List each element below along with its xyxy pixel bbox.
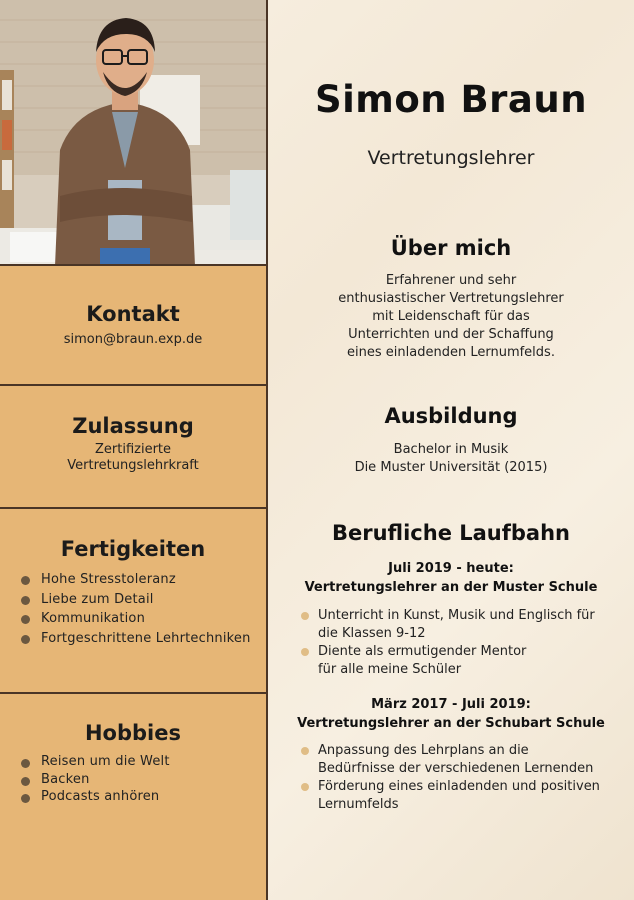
person-name: Simon Braun [314, 78, 588, 121]
list-item: Hohe Stresstoleranz [0, 570, 266, 590]
profile-photo [0, 0, 266, 266]
list-item: Backen [0, 771, 266, 789]
bullet-line: Unterricht in Kunst, Musik und Englisch für [318, 608, 595, 623]
license-section [0, 386, 266, 509]
person-role: Vertretungslehrer [367, 147, 535, 169]
bullet-line: Bedürfnisse der verschiedenen Lernenden [318, 761, 594, 776]
education-title: Ausbildung [384, 404, 518, 428]
about-line: eines einladenden Lernumfelds. [347, 345, 555, 360]
job-position: Vertretungslehrer an der Schubart Schule [297, 716, 605, 731]
list-item [298, 778, 618, 814]
about-text [268, 272, 634, 362]
contact-section [0, 266, 266, 386]
skills-title: Fertigkeiten [60, 537, 206, 561]
about-title: Über mich [390, 236, 512, 260]
job-1-header [268, 559, 634, 597]
list-item: Reisen um die Welt [0, 753, 266, 771]
about-line: mit Leidenschaft für das [372, 309, 530, 324]
contact-title: Kontakt [86, 302, 180, 326]
bullet-line: Diente als ermutigender Mentor [318, 644, 527, 659]
list-item [298, 742, 618, 778]
bullet-line: Förderung eines einladenden und positiven [318, 779, 600, 794]
job-1-bullets [298, 607, 618, 679]
list-item [298, 607, 618, 643]
list-item [298, 643, 618, 679]
contact-email[interactable]: simon@braun.exp.de [63, 332, 203, 347]
job-period: März 2017 - Juli 2019: [371, 697, 531, 712]
hobbies-list [0, 753, 266, 806]
about-line: Erfahrener und sehr [385, 273, 517, 288]
education-text [268, 441, 634, 477]
list-item: Kommunikation [0, 609, 266, 629]
bullet-line: Lernumfelds [318, 797, 399, 812]
left-column [0, 0, 268, 900]
bullet-line: die Klassen 9-12 [318, 626, 426, 641]
career-title: Berufliche Laufbahn [331, 521, 570, 545]
list-item: Fortgeschrittene Lehrtechniken [0, 629, 266, 649]
about-line: Unterrichten und der Schaffung [348, 327, 554, 342]
about-line: enthusiastischer Vertretungslehrer [338, 291, 564, 306]
license-line-1: Zertifizierte [94, 442, 172, 457]
job-2-bullets [298, 742, 618, 814]
job-position: Vertretungslehrer an der Muster Schule [304, 580, 598, 595]
right-column [268, 0, 634, 900]
hobbies-title: Hobbies [84, 721, 181, 745]
bullet-line: Anpassung des Lehrplans an die [318, 743, 529, 758]
skills-section [0, 509, 266, 694]
education-school: Die Muster Universität (2015) [354, 460, 548, 475]
list-item: Liebe zum Detail [0, 590, 266, 610]
license-title: Zulassung [72, 414, 194, 438]
bullet-line: für alle meine Schüler [318, 662, 462, 677]
job-2-header [268, 695, 634, 733]
education-degree: Bachelor in Musik [393, 442, 509, 457]
hobbies-section [0, 694, 266, 900]
job-period: Juli 2019 - heute: [388, 561, 514, 576]
license-line-2: Vertretungslehrkraft [67, 458, 199, 473]
skills-list [0, 570, 266, 648]
list-item: Podcasts anhören [0, 788, 266, 806]
